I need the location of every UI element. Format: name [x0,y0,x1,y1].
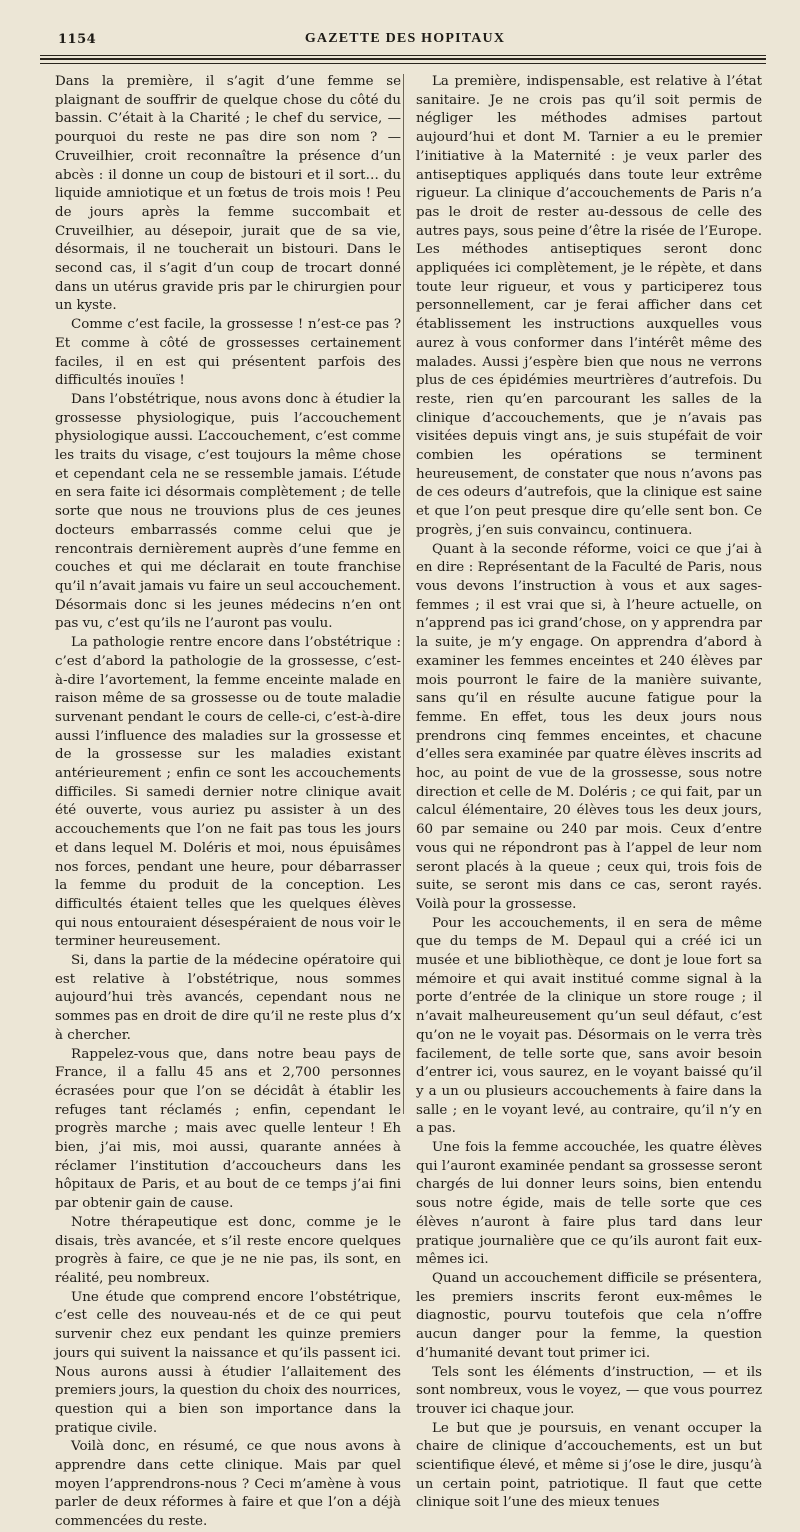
header-rule-bottom [40,63,766,64]
left-column [55,73,401,1532]
paragraph: Voilà donc, en résumé, ce que nous avons à apprendre dans cette clinique. Mais par quel moyen l’apprendrons-nous ? Ceci m’amène à vous parler de deux réformes à faire et que l’on a déjà commencées du reste. [55,1439,401,1530]
paragraph: Quant à la seconde réforme, voici ce que j’ai à en dire : Représentant de la Faculté de Paris, nous vous devons l’instruction à vous et aux sages-femmes ; il est vrai que si, à l’heure actuelle, on n’apprend pas ici grand’chose, on y apprendra par la suite, je m’y engage. On apprendra d’abord à examiner les femmes enceintes et 240 élèves par mois pourront le faire de la manière suivante, sans qu’il en résulte aucune fatigue pour la femme. En effet, tous les deux jours nous prendrons cinq femmes enceintes, et chacune d’elles sera examinée par quatre élèves inscrits ad hoc, au point de vue de la grossesse, sous notre direction et celle de M. Doléris ; ce qui fait, par un calcul élémentaire, 20 élèves tous les deux jours, 60 par semaine ou 240 par mois. Ceux d’entre vous qui ne répondront pas à l’appel de leur nom seront placés à la queue ; ceux qui, trois fois de suite, se seront mis dans ce cas, seront rayés. Voilà pour la grossesse. [416,541,762,912]
paragraph: Comme c’est facile, la grossesse ! n’est-ce pas ? Et comme à côté de grossesses certainement faciles, il en est qui présentent parfois des difficultés inouïes ! [55,317,401,389]
paragraph: Notre thérapeutique est donc, comme je le disais, très avancée, et s’il reste encore quelques progrès à faire, ce que je ne nie pas, ils sont, en réalité, peu nombreux. [55,1214,401,1286]
paragraph: Si, dans la partie de la médecine opératoire qui est relative à l’obstétrique, nous sommes aujourd’hui très avancés, cependant nous ne sommes pas en droit de dire qu’il ne reste plus d’x à chercher. [55,953,401,1043]
paragraph: La pathologie rentre encore dans l’obstétrique : c’est d’abord la pathologie de la grossesse, c’est-à-dire l’avortement, la femme enceinte malade en raison même de sa grossesse ou de toute maladie survenant pendant le cours de celle-ci, c’est-à-dire aussi l’influence des maladies sur la grossesse et de la grossesse sur les maladies existant antérieurement ; enfin ce sont les accouchements difficiles. Si samedi dernier notre clinique avait été ouverte, vous auriez pu assister à un des accouchements que l’on ne fait pas tous les jours et dans lequel M. Doléris et moi, nous épuisâmes nos forces, pendant une heure, pour débarrasser la femme du produit de la conception. Les difficultés étaient telles que les quelques élèves qui nous entouraient désespéraient de nous voir le terminer heureusement. [55,635,401,950]
paragraph: Rappelez-vous que, dans notre beau pays de France, il a fallu 45 ans et 2,700 personnes écrasées pour que l’on se décidât à établir les refuges tant réclamés ; enfin, cependant le progrès marche ; mais avec quelle lenteur ! Eh bien, j’ai mis, moi aussi, quarante années à réclamer l’institution d’accoucheurs dans les hôpitaux de Paris, et au bout de ce temps j’ai fini par obtenir gain de cause. [55,1046,401,1212]
paragraph: Le but que je poursuis, en venant occuper la chaire de clinique d’accouchements, est un but scientifique élevé, et même si j’ose le dire, jusqu’à un certain point, patriotique. Il faut que cette clinique soit l’une des mieux tenues [416,1420,762,1511]
column-separator [403,74,404,1114]
paragraph: Quand un accouchement difficile se présentera, les premiers inscrits feront eux-mêmes le diagnostic, pourvu toutefois que cela n’offre aucun danger pour la femme, la question d’humanité devant tout primer ici. [416,1271,762,1361]
header-rule-top [40,55,766,56]
paragraph: Tels sont les éléments d’instruction, — et ils sont nombreux, vous le voyez, — que vous pourrez trouver ici chaque jour. [416,1364,762,1417]
paragraph: Pour les accouchements, il en sera de même que du temps de M. Depaul qui a créé ici un musée et une bibliothèque, ce dont je loue fort sa mémoire et qui avait institué comme signal à la porte d’entrée de la clinique un store rouge ; il n’avait malheureusement qu’un seul défaut, c’est qu’on ne le voyait pas. Désormais on le verra très facilement, de telle sorte que, sans avoir besoin d’entrer ici, vous saurez, en le voyant baissé qu’il y a un ou plusieurs accouchements à faire dans la salle ; en le voyant levé, au contraire, qu’il n’y en a pas. [416,915,762,1137]
page-number: 1154 [58,32,97,47]
right-column [416,73,762,1513]
header-rule-thick [40,58,766,60]
paragraph: Dans la première, il s’agit d’une femme se plaignant de souffrir de quelque chose du côté du bassin. C’était à la Charité ; le chef du service, — pourquoi du reste ne pas dire son nom ? — Cruveilhier, croit reconnaître la présence d’un abcès : il donne un coup de bistouri et il sort… du liquide amniotique et un fœtus de trois mois ! Peu de jours après la femme succombait et Cruveilhier, au désepoir, jurait que de sa vie, désormais, il ne toucherait un bistouri. Dans le second cas, il s’agit d’un coup de trocart donné dans un utérus gravide pris par le chirurgien pour un kyste. [55,74,401,314]
page-header [44,30,766,52]
paragraph: La première, indispensable, est relative à l’état sanitaire. Je ne crois pas qu’il soit permis de négliger les méthodes admises partout aujourd’hui et dont M. Tarnier a eu le premier l’initiative à la Maternité : je veux parler des antiseptiques appliqués dans toute leur extrême rigueur. La clinique d’accouchements de Paris n’a pas le droit de rester au-dessous de celle des autres pays, sous peine d’être la risée de l’Europe. Les méthodes antiseptiques seront donc appliquées ici complètement, je le répète, et dans toute leur rigueur, et vous y participerez tous personnellement, car je ferai afficher dans cet établissement les instructions auxquelles vous aurez à vous conformer dans l’intérêt même des malades. Aussi j’espère bien que nous ne verrons plus de ces épidémies meurtrières d’autrefois. Du reste, rien qu’en parcourant les salles de la clinique d’accouchements, que je n’avais pas visitées depuis vingt ans, je suis stupéfait de voir combien les opérations se terminent heureusement, de constater que nous n’avons pas de ces odeurs d’autrefois, que la clinique est saine et que l’on peut presque dire qu’elle sent bon. Ce progrès, j’en suis convaincu, continuera. [416,74,762,538]
running-title: GAZETTE DES HOPITAUX [304,31,506,46]
paragraph: Une étude que comprend encore l’obstétrique, c’est celle des nouveau-nés et de ce qui peut survenir chez eux pendant les quinze premiers jours qui suivent la naissance et qu’ils passent ici. Nous aurons aussi à étudier l’allaitement des premiers jours, la question du choix des nourrices, question qui a bien son importance dans la pratique civile. [55,1289,401,1436]
paragraph: Dans l’obstétrique, nous avons donc à étudier la grossesse physiologique, puis l’accouchement physiologique aussi. L’accouchement, c’est comme les traits du visage, c’est toujours la même chose et cependant cela ne se ressemble jamais. L’étude en sera faite ici désormais complètement ; de telle sorte que nous ne trouvions plus de ces jeunes docteurs embarrassés comme celui que je rencontrais dernièrement auprès d’une femme en couches et qui me déclarait en toute franchise qu’il n’avait jamais vu faire un seul accouchement. Désormais donc si les jeunes médecins n’en ont pas vu, c’est qu’ils ne l’auront pas voulu. [55,391,401,632]
paragraph: Une fois la femme accouchée, les quatre élèves qui l’auront examinée pendant sa grossesse seront chargés de lui donner leurs soins, bien entendu sous notre égide, mais de telle sorte que ces élèves n’auront à faire plus tard dans leur pratique journalière que ce qu’ils auront fait eux-mêmes ici. [416,1140,762,1268]
